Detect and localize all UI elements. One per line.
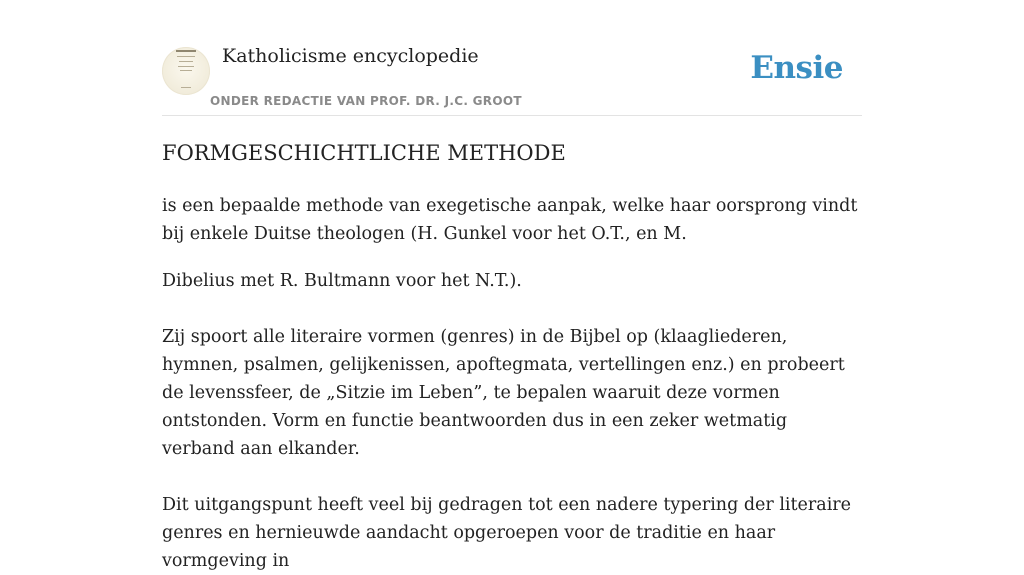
book-title-link[interactable]: Katholicisme encyclopedie [222,45,479,67]
article-paragraph: is een bepaalde methode van exegetische aanpak, welke haar oorsprong vindt bij enkele Duitse theologen (H. Gunkel voor het O.T., en M. [162,196,858,244]
book-cover-thumbnail[interactable] [162,47,210,95]
article-paragraph: Dibelius met R. Bultmann voor het N.T.). [162,271,522,291]
article-title: FORMGESCHICHTLICHE METHODE [162,141,566,165]
article-body [162,192,862,575]
ensie-logo[interactable]: Ensie [750,50,843,86]
site-header [162,0,862,116]
book-editor-line: ONDER REDACTIE VAN PROF. DR. J.C. GROOT [210,94,522,108]
article-paragraph: Dit uitgangspunt heeft veel bij gedragen tot een nadere typering der literaire genres en hernieuwde aandacht opgeroepen voor de traditie en haar vormgeving in [162,495,852,571]
content-container [162,0,862,571]
article-paragraph: Zij spoort alle literaire vormen (genres) in de Bijbel op (klaagliederen, hymnen, psalmen, gelijkenissen, apoftegmata, vertellingen enz.) en probeert de levenssfeer, de „Sitzie im Leben”, te bepalen waaruit deze vormen ontstonden. Vorm en functie beantwoorden dus in een zeker wetmatig verband aan elkander. [162,327,845,459]
